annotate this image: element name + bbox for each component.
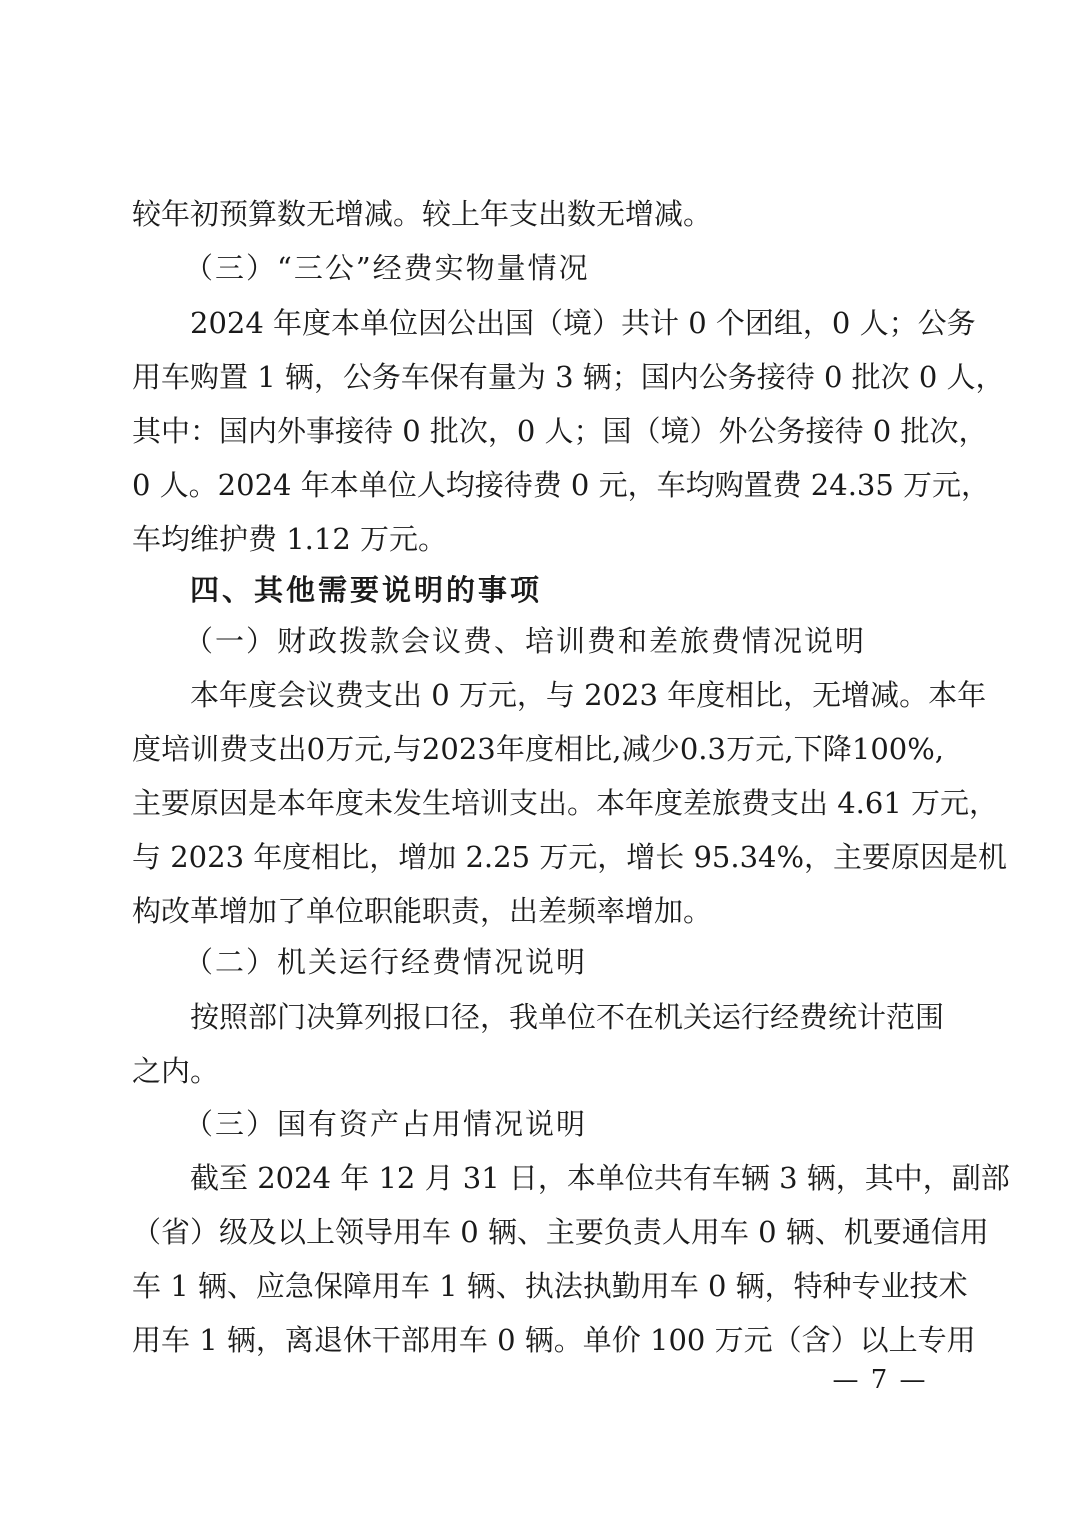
paragraph-line: 按照部门决算列报口径，我单位不在机关运行经费统计范围	[190, 1000, 945, 1034]
document-page	[132, 0, 1010, 1520]
paragraph-line: 截至 2024 年 12 月 31 日，本单位共有车辆 3 辆，其中，副部	[190, 1161, 1010, 1195]
paragraph-line: 较年初预算数无增减。较上年支出数无增减。	[132, 197, 713, 231]
subsection-heading: （三）国有资产占用情况说明	[184, 1107, 588, 1141]
subsection-heading: （一）财政拨款会议费、培训费和差旅费情况说明	[184, 624, 867, 658]
paragraph-line: 与 2023 年度相比，增加 2.25 万元，增长 95.34%，主要原因是机	[132, 840, 1008, 874]
subsection-heading: （三）“三公”经费实物量情况	[184, 251, 590, 285]
paragraph-line: 本年度会议费支出 0 万元，与 2023 年度相比，无增减。本年	[190, 678, 987, 712]
page-number: — 7 —	[832, 1365, 928, 1395]
paragraph-line: 车 1 辆、应急保障用车 1 辆、执法执勤用车 0 辆，特种专业技术	[132, 1269, 968, 1303]
paragraph-line: 之内。	[132, 1054, 220, 1088]
paragraph-line: 0 人。2024 年本单位人均接待费 0 元，车均购置费 24.35 万元，	[132, 468, 991, 502]
paragraph-line: 主要原因是本年度未发生培训支出。本年度差旅费支出 4.61 万元，	[132, 786, 999, 820]
paragraph-line: 构改革增加了单位职能职责，出差频率增加。	[132, 894, 713, 928]
subsection-heading: （二）机关运行经费情况说明	[184, 945, 588, 979]
paragraph-line: （省）级及以上领导用车 0 辆、主要负责人用车 0 辆、机要通信用	[132, 1215, 989, 1249]
paragraph-line: 其中：国内外事接待 0 批次，0 人；国（境）外公务接待 0 批次，	[132, 414, 988, 448]
paragraph-line: 度培训费支出0万元,与2023年度相比,减少0.3万元,下降100%,	[132, 732, 944, 766]
paragraph-line: 车均维护费 1.12 万元。	[132, 522, 448, 556]
section-heading: 四、其他需要说明的事项	[190, 573, 543, 607]
paragraph-line: 2024 年度本单位因公出国（境）共计 0 个团组，0 人；公务	[190, 306, 976, 340]
paragraph-line: 用车 1 辆，离退休干部用车 0 辆。单价 100 万元（含）以上专用	[132, 1323, 976, 1357]
paragraph-line: 用车购置 1 辆，公务车保有量为 3 辆；国内公务接待 0 批次 0 人，	[132, 360, 1005, 394]
